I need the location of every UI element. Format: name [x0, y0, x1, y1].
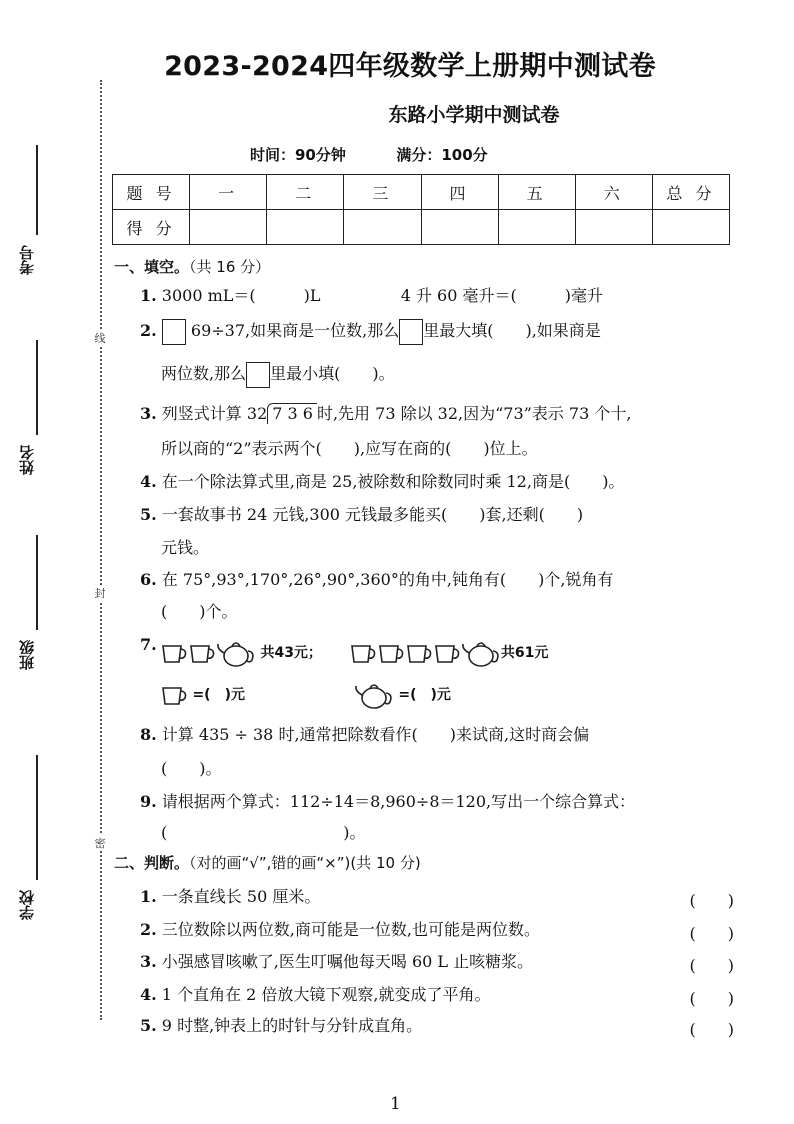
question-1-5 — [140, 498, 736, 532]
question-text: 9 时整,钟表上的时针与分针成直角。 — [161, 1016, 423, 1035]
score-cell-header: 四 — [421, 175, 498, 210]
question-1-3 — [140, 397, 736, 431]
cup-icon — [188, 641, 216, 665]
question-text: 列竖式计算 32 — [161, 404, 268, 423]
score-input-cell[interactable] — [421, 210, 498, 245]
question-number: 1. — [140, 286, 157, 305]
judge-item — [140, 880, 736, 914]
teapot-icon — [354, 680, 394, 710]
cup-icon — [160, 683, 188, 707]
cup-icon — [405, 641, 433, 665]
exam-title: 2023-2024四年级数学上册期中测试卷 — [164, 51, 656, 82]
score-table-header-row — [113, 175, 730, 210]
question-number: 6. — [140, 570, 157, 589]
judge-item — [140, 913, 736, 947]
score-input-cell[interactable] — [498, 210, 575, 245]
section-2-title: 二、判断。 — [114, 854, 190, 872]
time-info: 时间：90分钟 — [250, 146, 346, 164]
score-cell-header: 五 — [498, 175, 575, 210]
cup-icon — [160, 641, 188, 665]
section-2-points: （对的画“√”,错的画“×”)(共 10 分) — [189, 854, 421, 872]
answer-parentheses[interactable]: ( ) — [689, 1020, 734, 1039]
score-cell-header: 题 号 — [113, 175, 190, 210]
question-number: 1. — [140, 887, 157, 906]
question-1-9-line2: ( )。 — [161, 823, 366, 842]
question-text: 里最大填( ),如果商是 — [423, 321, 601, 340]
question-number: 8. — [140, 725, 157, 744]
binding-dotted-line — [100, 80, 102, 1020]
question-number: 3. — [140, 404, 157, 423]
score-row-label: 得 分 — [113, 210, 190, 245]
score-input-cell[interactable] — [575, 210, 652, 245]
score-input-cell[interactable] — [190, 210, 267, 245]
time-score-info — [250, 144, 590, 165]
q7-total-2: 共61元 — [500, 645, 549, 661]
name-label: 姓名 — [18, 445, 36, 475]
question-1-9 — [140, 785, 736, 819]
cup-icon — [377, 641, 405, 665]
score-info: 满分：100分 — [396, 146, 488, 164]
question-text: 4 升 60 毫升＝( )毫升 — [400, 286, 603, 305]
question-text: 两位数,那么 — [161, 364, 247, 383]
q7-teapot-answer: =( )元 — [398, 687, 451, 703]
question-1-7-row2 — [160, 680, 451, 712]
question-1-4 — [140, 465, 736, 499]
question-text: 3000 mL＝( )L — [161, 286, 321, 305]
answer-parentheses[interactable]: ( ) — [689, 891, 734, 910]
answer-parentheses[interactable]: ( ) — [689, 956, 734, 975]
question-1-8-line2: ( )。 — [161, 759, 222, 778]
score-cell-header: 总 分 — [652, 175, 729, 210]
question-number: 5. — [140, 1016, 157, 1035]
question-1-6 — [140, 563, 736, 597]
seal-char-feng: 封 — [92, 585, 108, 601]
question-text: 请根据两个算式：112÷14＝8,960÷8＝120,写出一个综合算式： — [161, 792, 636, 811]
score-input-cell[interactable] — [652, 210, 729, 245]
question-text: 三位数除以两位数,商可能是一位数,也可能是两位数。 — [161, 920, 540, 939]
question-text: 里最小填( )。 — [270, 364, 395, 383]
seal-char-xian: 线 — [92, 330, 108, 346]
score-table-score-row — [113, 210, 730, 245]
blank-box[interactable] — [399, 319, 423, 345]
question-text: 计算 435 ÷ 38 时,通常把除数看作( )来试商,这时商会偏 — [161, 725, 590, 744]
blank-box[interactable] — [162, 319, 186, 345]
question-1-2 — [140, 314, 736, 348]
section-1-points: （共 16 分） — [189, 258, 271, 276]
q7-cup-answer: =( )元 — [192, 687, 245, 703]
question-number: 3. — [140, 952, 157, 971]
question-text: 时,先用 73 除以 32,因为“73”表示 73 个十, — [316, 404, 632, 423]
score-cell-header: 三 — [344, 175, 421, 210]
teapot-icon — [461, 638, 501, 668]
question-text: 一套故事书 24 元钱,300 元钱最多能买( )套,还剩( ) — [161, 505, 584, 524]
score-table — [112, 174, 730, 245]
section-2-heading — [114, 852, 421, 873]
cup-icon — [349, 641, 377, 665]
question-text: 在一个除法算式里,商是 25,被除数和除数同时乘 12,商是( )。 — [161, 472, 625, 491]
answer-parentheses[interactable]: ( ) — [689, 989, 734, 1008]
dividend: 7 3 6 — [272, 404, 313, 423]
section-1-title: 一、填空。 — [114, 258, 190, 276]
teapot-icon — [216, 638, 256, 668]
exam-number-field[interactable] — [36, 145, 38, 235]
score-cell-header: 六 — [575, 175, 652, 210]
question-number: 7. — [140, 635, 157, 654]
question-1-5-line2: 元钱。 — [161, 538, 210, 557]
exam-number-label: 考号 — [18, 245, 36, 275]
name-field[interactable] — [36, 340, 38, 435]
question-1-7-row1 — [160, 638, 548, 672]
school-label: 学校 — [18, 890, 36, 920]
seal-char-mi: 密 — [92, 835, 108, 851]
judge-item — [140, 978, 736, 1012]
question-number: 2. — [140, 920, 157, 939]
exam-subtitle: 东路小学期中测试卷 — [388, 104, 560, 126]
cup-icon — [433, 641, 461, 665]
question-number: 9. — [140, 792, 157, 811]
question-text: 小强感冒咳嗽了,医生叮嘱他每天喝 60 L 止咳糖浆。 — [161, 952, 534, 971]
q7-total-1: 共43元； — [260, 645, 322, 661]
question-number: 2. — [140, 321, 157, 340]
question-1-1 — [140, 279, 736, 313]
question-1-6-line2: ( )个。 — [161, 602, 238, 621]
question-number: 5. — [140, 505, 157, 524]
question-number: 4. — [140, 472, 157, 491]
long-division-bracket-icon — [267, 403, 317, 424]
score-input-cell[interactable] — [344, 210, 421, 245]
score-cell-header: 二 — [267, 175, 344, 210]
judge-item — [140, 945, 736, 979]
question-text: 69÷37,如果商是一位数,那么 — [190, 321, 400, 340]
section-1-heading — [114, 256, 270, 277]
question-number: 4. — [140, 985, 157, 1004]
question-text: 一条直线长 50 厘米。 — [161, 887, 321, 906]
blank-box[interactable] — [246, 362, 270, 388]
score-cell-header: 一 — [190, 175, 267, 210]
judge-item — [140, 1009, 736, 1043]
answer-parentheses[interactable]: ( ) — [689, 924, 734, 943]
question-text: 1 个直角在 2 倍放大镜下观察,就变成了平角。 — [161, 985, 491, 1004]
class-field[interactable] — [36, 535, 38, 630]
class-label: 班级 — [18, 640, 36, 670]
page-number: 1 — [390, 1094, 401, 1114]
question-1-2-line2 — [161, 357, 757, 391]
score-input-cell[interactable] — [267, 210, 344, 245]
question-text: 在 75°,93°,170°,26°,90°,360°的角中,钝角有( )个,锐角有 — [161, 570, 614, 589]
school-field[interactable] — [36, 755, 38, 880]
question-1-8 — [140, 718, 736, 752]
question-1-3-line2: 所以商的“2”表示两个( ),应写在商的( )位上。 — [161, 439, 538, 458]
